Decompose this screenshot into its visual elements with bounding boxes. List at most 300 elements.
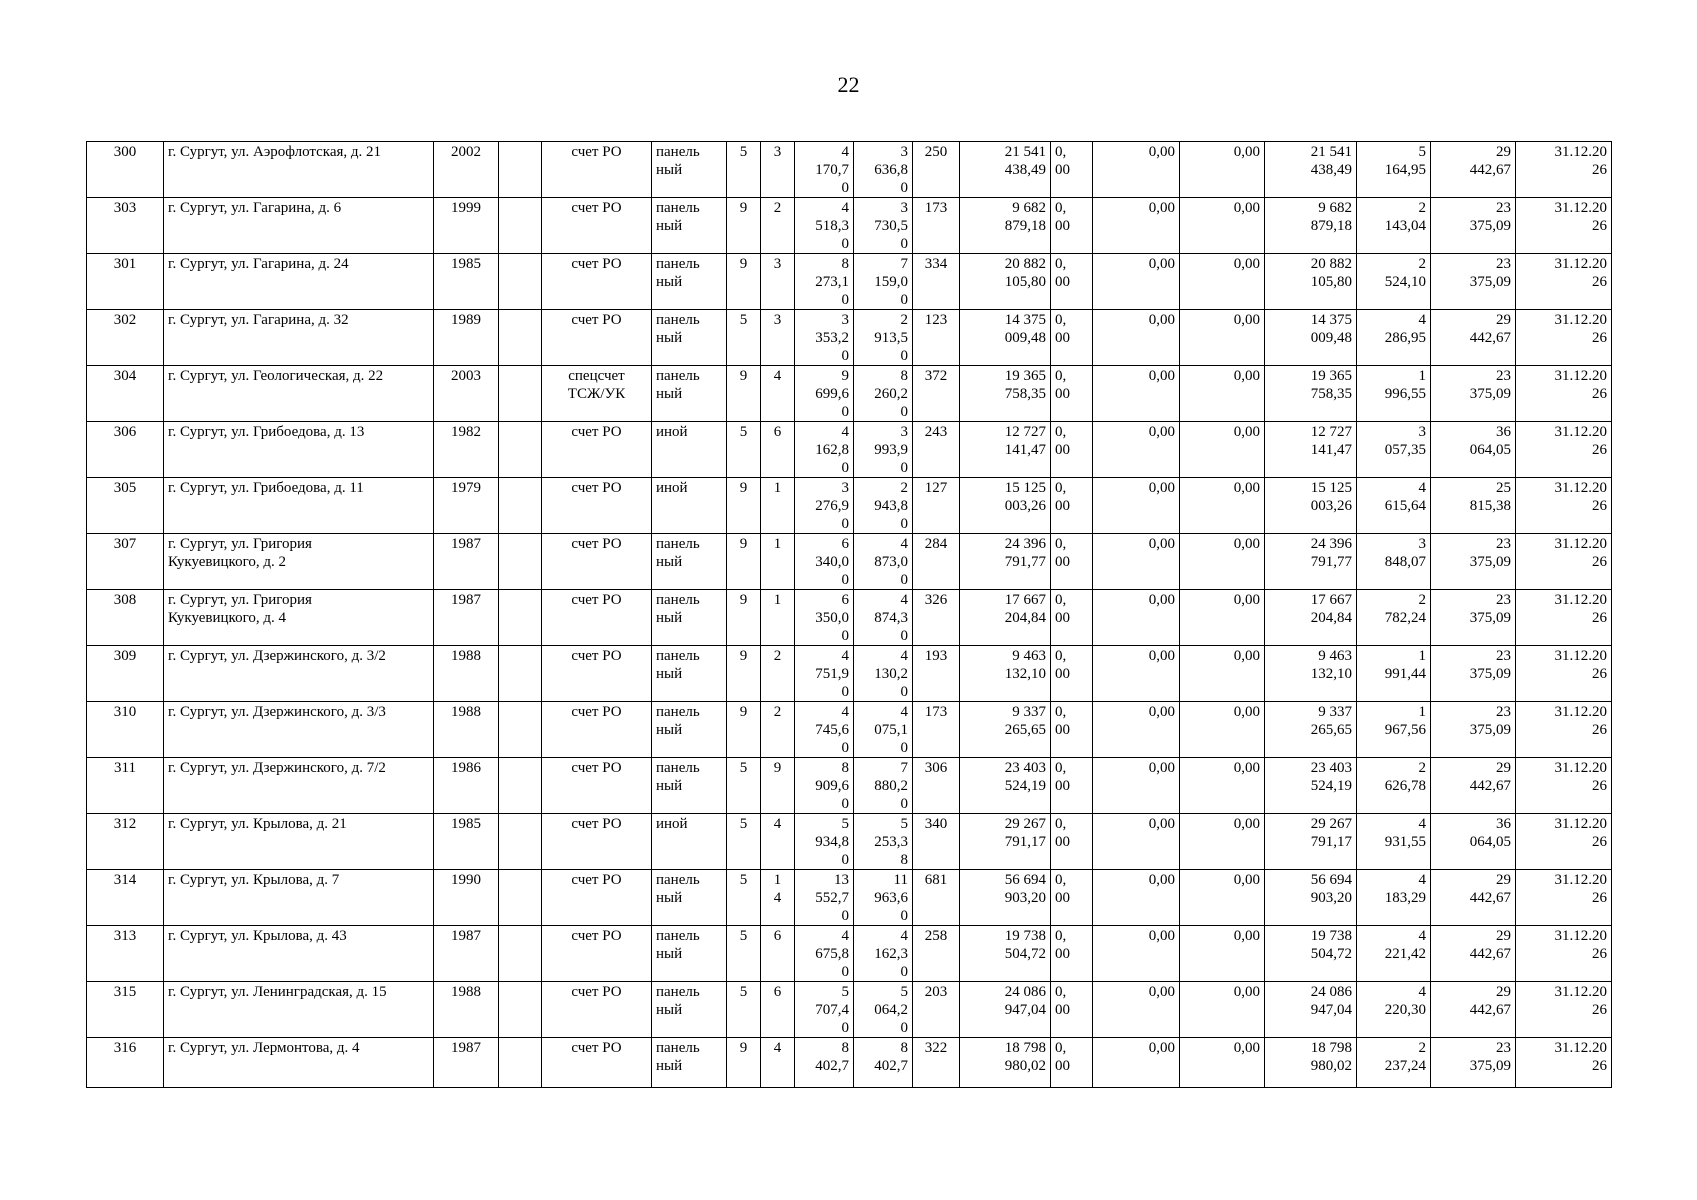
- total-area-cell: 6 340,0 0: [795, 534, 854, 590]
- cost-limit-cell: 23 375,09: [1431, 254, 1516, 310]
- living-area-cell: 4 873,0 0: [854, 534, 913, 590]
- repair-cost-cell: 24 396 791,77: [960, 534, 1051, 590]
- empty-cell-cell: [499, 534, 542, 590]
- funding-b-cell: 0,00: [1093, 534, 1180, 590]
- funding-a-cell: 0, 00: [1051, 254, 1093, 310]
- total-cost-cell: 12 727 141,47: [1265, 422, 1357, 478]
- total-cost-cell: 19 738 504,72: [1265, 926, 1357, 982]
- cost-per-m2-cell: 2 524,10: [1357, 254, 1431, 310]
- empty-cell-cell: [499, 982, 542, 1038]
- entrances-cell: 1: [761, 478, 795, 534]
- fund-account-cell: счет РО: [542, 814, 652, 870]
- fund-account-cell: счет РО: [542, 422, 652, 478]
- entrances-cell: 2: [761, 198, 795, 254]
- cost-per-m2-cell: 3 848,07: [1357, 534, 1431, 590]
- total-area-cell: 4 162,8 0: [795, 422, 854, 478]
- funding-b-cell: 0,00: [1093, 142, 1180, 198]
- wall-material-cell: панель ный: [652, 142, 727, 198]
- floors-cell: 9: [727, 366, 761, 422]
- cost-per-m2-cell: 3 057,35: [1357, 422, 1431, 478]
- address-cell: г. Сургут, ул. Дзержинского, д. 3/2: [164, 646, 434, 702]
- table-row: [87, 366, 1612, 422]
- floors-cell: 9: [727, 478, 761, 534]
- total-area-cell: 5 707,4 0: [795, 982, 854, 1038]
- repair-cost-cell: 15 125 003,26: [960, 478, 1051, 534]
- entrances-cell: 1: [761, 534, 795, 590]
- funding-a-cell: 0, 00: [1051, 142, 1093, 198]
- funding-a-cell: 0, 00: [1051, 1038, 1093, 1088]
- table-row: [87, 478, 1612, 534]
- empty-cell-cell: [499, 142, 542, 198]
- total-area-cell: 6 350,0 0: [795, 590, 854, 646]
- total-cost-cell: 14 375 009,48: [1265, 310, 1357, 366]
- address-cell: г. Сургут, ул. Григория Кукуевицкого, д. 4: [164, 590, 434, 646]
- address-cell: г. Сургут, ул. Грибоедова, д. 13: [164, 422, 434, 478]
- deadline-cell: 31.12.20 26: [1516, 198, 1612, 254]
- fund-account-cell: счет РО: [542, 310, 652, 366]
- funding-b-cell: 0,00: [1093, 870, 1180, 926]
- funding-b-cell: 0,00: [1093, 982, 1180, 1038]
- year-built-cell: 1989: [434, 310, 499, 366]
- floors-cell: 5: [727, 758, 761, 814]
- cost-per-m2-cell: 4 183,29: [1357, 870, 1431, 926]
- funding-a-cell: 0, 00: [1051, 366, 1093, 422]
- funding-a-cell: 0, 00: [1051, 646, 1093, 702]
- funding-b-cell: 0,00: [1093, 590, 1180, 646]
- deadline-cell: 31.12.20 26: [1516, 758, 1612, 814]
- address-cell: г. Сургут, ул. Аэрофлотская, д. 21: [164, 142, 434, 198]
- funding-b-cell: 0,00: [1093, 478, 1180, 534]
- total-area-cell: 8 909,6 0: [795, 758, 854, 814]
- funding-c-cell: 0,00: [1180, 870, 1265, 926]
- repair-cost-cell: 24 086 947,04: [960, 982, 1051, 1038]
- repair-cost-cell: 9 463 132,10: [960, 646, 1051, 702]
- funding-a-cell: 0, 00: [1051, 702, 1093, 758]
- year-built-cell: 1985: [434, 254, 499, 310]
- floors-cell: 9: [727, 198, 761, 254]
- cost-per-m2-cell: 4 931,55: [1357, 814, 1431, 870]
- total-area-cell: 4 518,3 0: [795, 198, 854, 254]
- funding-b-cell: 0,00: [1093, 254, 1180, 310]
- floors-cell: 5: [727, 982, 761, 1038]
- repair-cost-cell: 18 798 980,02: [960, 1038, 1051, 1088]
- total-cost-cell: 23 403 524,19: [1265, 758, 1357, 814]
- living-area-cell: 7 880,2 0: [854, 758, 913, 814]
- year-built-cell: 1987: [434, 1038, 499, 1088]
- table-row: [87, 870, 1612, 926]
- cost-limit-cell: 29 442,67: [1431, 758, 1516, 814]
- deadline-cell: 31.12.20 26: [1516, 534, 1612, 590]
- cost-limit-cell: 23 375,09: [1431, 590, 1516, 646]
- wall-material-cell: панель ный: [652, 310, 727, 366]
- year-built-cell: 2003: [434, 366, 499, 422]
- fund-account-cell: счет РО: [542, 926, 652, 982]
- residents-cell: 340: [913, 814, 960, 870]
- cost-limit-cell: 23 375,09: [1431, 702, 1516, 758]
- fund-account-cell: счет РО: [542, 646, 652, 702]
- fund-account-cell: счет РО: [542, 870, 652, 926]
- residents-cell: 681: [913, 870, 960, 926]
- cost-per-m2-cell: 1 967,56: [1357, 702, 1431, 758]
- cost-per-m2-cell: 5 164,95: [1357, 142, 1431, 198]
- repair-cost-cell: 23 403 524,19: [960, 758, 1051, 814]
- total-cost-cell: 9 682 879,18: [1265, 198, 1357, 254]
- row-number-cell: 315: [87, 982, 164, 1038]
- entrances-cell: 4: [761, 1038, 795, 1088]
- row-number-cell: 308: [87, 590, 164, 646]
- deadline-cell: 31.12.20 26: [1516, 254, 1612, 310]
- empty-cell-cell: [499, 1038, 542, 1088]
- residents-cell: 334: [913, 254, 960, 310]
- cost-limit-cell: 36 064,05: [1431, 814, 1516, 870]
- total-cost-cell: 9 337 265,65: [1265, 702, 1357, 758]
- address-cell: г. Сургут, ул. Геологическая, д. 22: [164, 366, 434, 422]
- residents-cell: 322: [913, 1038, 960, 1088]
- living-area-cell: 4 130,2 0: [854, 646, 913, 702]
- row-number-cell: 311: [87, 758, 164, 814]
- housing-register-table: [86, 141, 1612, 1088]
- cost-limit-cell: 25 815,38: [1431, 478, 1516, 534]
- cost-limit-cell: 23 375,09: [1431, 646, 1516, 702]
- residents-cell: 284: [913, 534, 960, 590]
- wall-material-cell: иной: [652, 814, 727, 870]
- fund-account-cell: спецсчет ТСЖ/УК: [542, 366, 652, 422]
- total-cost-cell: 24 396 791,77: [1265, 534, 1357, 590]
- row-number-cell: 314: [87, 870, 164, 926]
- residents-cell: 173: [913, 702, 960, 758]
- year-built-cell: 1999: [434, 198, 499, 254]
- funding-b-cell: 0,00: [1093, 198, 1180, 254]
- empty-cell-cell: [499, 198, 542, 254]
- funding-c-cell: 0,00: [1180, 478, 1265, 534]
- address-cell: г. Сургут, ул. Гагарина, д. 32: [164, 310, 434, 366]
- entrances-cell: 3: [761, 310, 795, 366]
- address-cell: г. Сургут, ул. Крылова, д. 43: [164, 926, 434, 982]
- address-cell: г. Сургут, ул. Лермонтова, д. 4: [164, 1038, 434, 1088]
- year-built-cell: 1988: [434, 982, 499, 1038]
- entrances-cell: 4: [761, 814, 795, 870]
- empty-cell-cell: [499, 646, 542, 702]
- cost-per-m2-cell: 4 221,42: [1357, 926, 1431, 982]
- floors-cell: 9: [727, 534, 761, 590]
- residents-cell: 326: [913, 590, 960, 646]
- residents-cell: 203: [913, 982, 960, 1038]
- living-area-cell: 5 064,2 0: [854, 982, 913, 1038]
- residents-cell: 372: [913, 366, 960, 422]
- funding-c-cell: 0,00: [1180, 814, 1265, 870]
- funding-c-cell: 0,00: [1180, 646, 1265, 702]
- repair-cost-cell: 56 694 903,20: [960, 870, 1051, 926]
- total-area-cell: 9 699,6 0: [795, 366, 854, 422]
- total-area-cell: 4 675,8 0: [795, 926, 854, 982]
- total-cost-cell: 29 267 791,17: [1265, 814, 1357, 870]
- living-area-cell: 5 253,3 8: [854, 814, 913, 870]
- wall-material-cell: панель ный: [652, 1038, 727, 1088]
- total-cost-cell: 21 541 438,49: [1265, 142, 1357, 198]
- year-built-cell: 1985: [434, 814, 499, 870]
- address-cell: г. Сургут, ул. Гагарина, д. 6: [164, 198, 434, 254]
- table-row: [87, 590, 1612, 646]
- entrances-cell: 3: [761, 142, 795, 198]
- cost-limit-cell: 23 375,09: [1431, 534, 1516, 590]
- cost-per-m2-cell: 1 996,55: [1357, 366, 1431, 422]
- deadline-cell: 31.12.20 26: [1516, 702, 1612, 758]
- year-built-cell: 2002: [434, 142, 499, 198]
- fund-account-cell: счет РО: [542, 478, 652, 534]
- wall-material-cell: панель ный: [652, 758, 727, 814]
- wall-material-cell: иной: [652, 422, 727, 478]
- year-built-cell: 1987: [434, 926, 499, 982]
- repair-cost-cell: 12 727 141,47: [960, 422, 1051, 478]
- repair-cost-cell: 14 375 009,48: [960, 310, 1051, 366]
- floors-cell: 5: [727, 310, 761, 366]
- year-built-cell: 1979: [434, 478, 499, 534]
- funding-a-cell: 0, 00: [1051, 814, 1093, 870]
- residents-cell: 173: [913, 198, 960, 254]
- row-number-cell: 305: [87, 478, 164, 534]
- row-number-cell: 313: [87, 926, 164, 982]
- fund-account-cell: счет РО: [542, 534, 652, 590]
- fund-account-cell: счет РО: [542, 702, 652, 758]
- funding-c-cell: 0,00: [1180, 982, 1265, 1038]
- funding-a-cell: 0, 00: [1051, 982, 1093, 1038]
- row-number-cell: 304: [87, 366, 164, 422]
- funding-c-cell: 0,00: [1180, 310, 1265, 366]
- total-area-cell: 8 273,1 0: [795, 254, 854, 310]
- table-row: [87, 198, 1612, 254]
- repair-cost-cell: 19 365 758,35: [960, 366, 1051, 422]
- fund-account-cell: счет РО: [542, 198, 652, 254]
- empty-cell-cell: [499, 758, 542, 814]
- living-area-cell: 8 260,2 0: [854, 366, 913, 422]
- empty-cell-cell: [499, 870, 542, 926]
- cost-limit-cell: 36 064,05: [1431, 422, 1516, 478]
- wall-material-cell: панель ный: [652, 646, 727, 702]
- empty-cell-cell: [499, 310, 542, 366]
- funding-c-cell: 0,00: [1180, 142, 1265, 198]
- deadline-cell: 31.12.20 26: [1516, 142, 1612, 198]
- deadline-cell: 31.12.20 26: [1516, 926, 1612, 982]
- cost-per-m2-cell: 2 143,04: [1357, 198, 1431, 254]
- cost-per-m2-cell: 1 991,44: [1357, 646, 1431, 702]
- cost-limit-cell: 29 442,67: [1431, 982, 1516, 1038]
- funding-c-cell: 0,00: [1180, 534, 1265, 590]
- total-cost-cell: 19 365 758,35: [1265, 366, 1357, 422]
- funding-a-cell: 0, 00: [1051, 926, 1093, 982]
- deadline-cell: 31.12.20 26: [1516, 814, 1612, 870]
- funding-b-cell: 0,00: [1093, 702, 1180, 758]
- total-area-cell: 4 170,7 0: [795, 142, 854, 198]
- wall-material-cell: панель ный: [652, 254, 727, 310]
- floors-cell: 5: [727, 422, 761, 478]
- living-area-cell: 3 993,9 0: [854, 422, 913, 478]
- funding-c-cell: 0,00: [1180, 590, 1265, 646]
- fund-account-cell: счет РО: [542, 982, 652, 1038]
- fund-account-cell: счет РО: [542, 758, 652, 814]
- year-built-cell: 1982: [434, 422, 499, 478]
- funding-a-cell: 0, 00: [1051, 590, 1093, 646]
- cost-limit-cell: 29 442,67: [1431, 870, 1516, 926]
- residents-cell: 123: [913, 310, 960, 366]
- living-area-cell: 8 402,7: [854, 1038, 913, 1088]
- entrances-cell: 4: [761, 366, 795, 422]
- row-number-cell: 303: [87, 198, 164, 254]
- cost-per-m2-cell: 4 615,64: [1357, 478, 1431, 534]
- funding-c-cell: 0,00: [1180, 1038, 1265, 1088]
- total-area-cell: 4 745,6 0: [795, 702, 854, 758]
- funding-a-cell: 0, 00: [1051, 422, 1093, 478]
- entrances-cell: 2: [761, 646, 795, 702]
- address-cell: г. Сургут, ул. Григория Кукуевицкого, д. 2: [164, 534, 434, 590]
- funding-a-cell: 0, 00: [1051, 198, 1093, 254]
- deadline-cell: 31.12.20 26: [1516, 870, 1612, 926]
- living-area-cell: 3 636,8 0: [854, 142, 913, 198]
- cost-per-m2-cell: 4 220,30: [1357, 982, 1431, 1038]
- cost-per-m2-cell: 4 286,95: [1357, 310, 1431, 366]
- cost-limit-cell: 29 442,67: [1431, 310, 1516, 366]
- living-area-cell: 4 075,1 0: [854, 702, 913, 758]
- repair-cost-cell: 9 682 879,18: [960, 198, 1051, 254]
- repair-cost-cell: 9 337 265,65: [960, 702, 1051, 758]
- total-area-cell: 5 934,8 0: [795, 814, 854, 870]
- deadline-cell: 31.12.20 26: [1516, 478, 1612, 534]
- repair-cost-cell: 20 882 105,80: [960, 254, 1051, 310]
- repair-cost-cell: 29 267 791,17: [960, 814, 1051, 870]
- living-area-cell: 11 963,6 0: [854, 870, 913, 926]
- table-body: [87, 142, 1612, 1088]
- wall-material-cell: панель ный: [652, 926, 727, 982]
- fund-account-cell: счет РО: [542, 1038, 652, 1088]
- table-row: [87, 1038, 1612, 1088]
- row-number-cell: 300: [87, 142, 164, 198]
- funding-c-cell: 0,00: [1180, 702, 1265, 758]
- deadline-cell: 31.12.20 26: [1516, 422, 1612, 478]
- empty-cell-cell: [499, 422, 542, 478]
- total-cost-cell: 56 694 903,20: [1265, 870, 1357, 926]
- funding-a-cell: 0, 00: [1051, 870, 1093, 926]
- fund-account-cell: счет РО: [542, 142, 652, 198]
- row-number-cell: 316: [87, 1038, 164, 1088]
- total-area-cell: 8 402,7: [795, 1038, 854, 1088]
- table-row: [87, 758, 1612, 814]
- total-area-cell: 13 552,7 0: [795, 870, 854, 926]
- funding-a-cell: 0, 00: [1051, 478, 1093, 534]
- floors-cell: 9: [727, 1038, 761, 1088]
- cost-per-m2-cell: 2 782,24: [1357, 590, 1431, 646]
- table-row: [87, 646, 1612, 702]
- entrances-cell: 1 4: [761, 870, 795, 926]
- entrances-cell: 6: [761, 422, 795, 478]
- floors-cell: 9: [727, 646, 761, 702]
- fund-account-cell: счет РО: [542, 590, 652, 646]
- funding-b-cell: 0,00: [1093, 814, 1180, 870]
- year-built-cell: 1987: [434, 590, 499, 646]
- living-area-cell: 2 943,8 0: [854, 478, 913, 534]
- cost-per-m2-cell: 2 626,78: [1357, 758, 1431, 814]
- empty-cell-cell: [499, 702, 542, 758]
- living-area-cell: 4 874,3 0: [854, 590, 913, 646]
- repair-cost-cell: 21 541 438,49: [960, 142, 1051, 198]
- table-row: [87, 310, 1612, 366]
- empty-cell-cell: [499, 254, 542, 310]
- total-cost-cell: 15 125 003,26: [1265, 478, 1357, 534]
- living-area-cell: 2 913,5 0: [854, 310, 913, 366]
- funding-b-cell: 0,00: [1093, 1038, 1180, 1088]
- row-number-cell: 312: [87, 814, 164, 870]
- deadline-cell: 31.12.20 26: [1516, 366, 1612, 422]
- funding-c-cell: 0,00: [1180, 366, 1265, 422]
- table-row: [87, 534, 1612, 590]
- cost-limit-cell: 23 375,09: [1431, 1038, 1516, 1088]
- year-built-cell: 1987: [434, 534, 499, 590]
- funding-c-cell: 0,00: [1180, 422, 1265, 478]
- floors-cell: 9: [727, 590, 761, 646]
- funding-c-cell: 0,00: [1180, 254, 1265, 310]
- table-row: [87, 814, 1612, 870]
- repair-cost-cell: 17 667 204,84: [960, 590, 1051, 646]
- wall-material-cell: панель ный: [652, 534, 727, 590]
- address-cell: г. Сургут, ул. Дзержинского, д. 7/2: [164, 758, 434, 814]
- living-area-cell: 3 730,5 0: [854, 198, 913, 254]
- year-built-cell: 1986: [434, 758, 499, 814]
- total-cost-cell: 18 798 980,02: [1265, 1038, 1357, 1088]
- empty-cell-cell: [499, 590, 542, 646]
- wall-material-cell: иной: [652, 478, 727, 534]
- total-cost-cell: 9 463 132,10: [1265, 646, 1357, 702]
- funding-b-cell: 0,00: [1093, 366, 1180, 422]
- address-cell: г. Сургут, ул. Гагарина, д. 24: [164, 254, 434, 310]
- wall-material-cell: панель ный: [652, 198, 727, 254]
- empty-cell-cell: [499, 478, 542, 534]
- entrances-cell: 9: [761, 758, 795, 814]
- floors-cell: 9: [727, 254, 761, 310]
- living-area-cell: 7 159,0 0: [854, 254, 913, 310]
- row-number-cell: 309: [87, 646, 164, 702]
- funding-c-cell: 0,00: [1180, 198, 1265, 254]
- wall-material-cell: панель ный: [652, 702, 727, 758]
- row-number-cell: 302: [87, 310, 164, 366]
- entrances-cell: 6: [761, 982, 795, 1038]
- residents-cell: 127: [913, 478, 960, 534]
- address-cell: г. Сургут, ул. Дзержинского, д. 3/3: [164, 702, 434, 758]
- table-row: [87, 982, 1612, 1038]
- floors-cell: 9: [727, 702, 761, 758]
- entrances-cell: 2: [761, 702, 795, 758]
- living-area-cell: 4 162,3 0: [854, 926, 913, 982]
- deadline-cell: 31.12.20 26: [1516, 646, 1612, 702]
- total-area-cell: 4 751,9 0: [795, 646, 854, 702]
- deadline-cell: 31.12.20 26: [1516, 590, 1612, 646]
- table-row: [87, 142, 1612, 198]
- address-cell: г. Сургут, ул. Грибоедова, д. 11: [164, 478, 434, 534]
- empty-cell-cell: [499, 926, 542, 982]
- floors-cell: 5: [727, 142, 761, 198]
- floors-cell: 5: [727, 926, 761, 982]
- entrances-cell: 3: [761, 254, 795, 310]
- residents-cell: 193: [913, 646, 960, 702]
- total-cost-cell: 24 086 947,04: [1265, 982, 1357, 1038]
- cost-limit-cell: 29 442,67: [1431, 142, 1516, 198]
- address-cell: г. Сургут, ул. Крылова, д. 7: [164, 870, 434, 926]
- wall-material-cell: панель ный: [652, 590, 727, 646]
- deadline-cell: 31.12.20 26: [1516, 982, 1612, 1038]
- empty-cell-cell: [499, 366, 542, 422]
- address-cell: г. Сургут, ул. Ленинградская, д. 15: [164, 982, 434, 1038]
- row-number-cell: 301: [87, 254, 164, 310]
- wall-material-cell: панель ный: [652, 870, 727, 926]
- residents-cell: 250: [913, 142, 960, 198]
- residents-cell: 243: [913, 422, 960, 478]
